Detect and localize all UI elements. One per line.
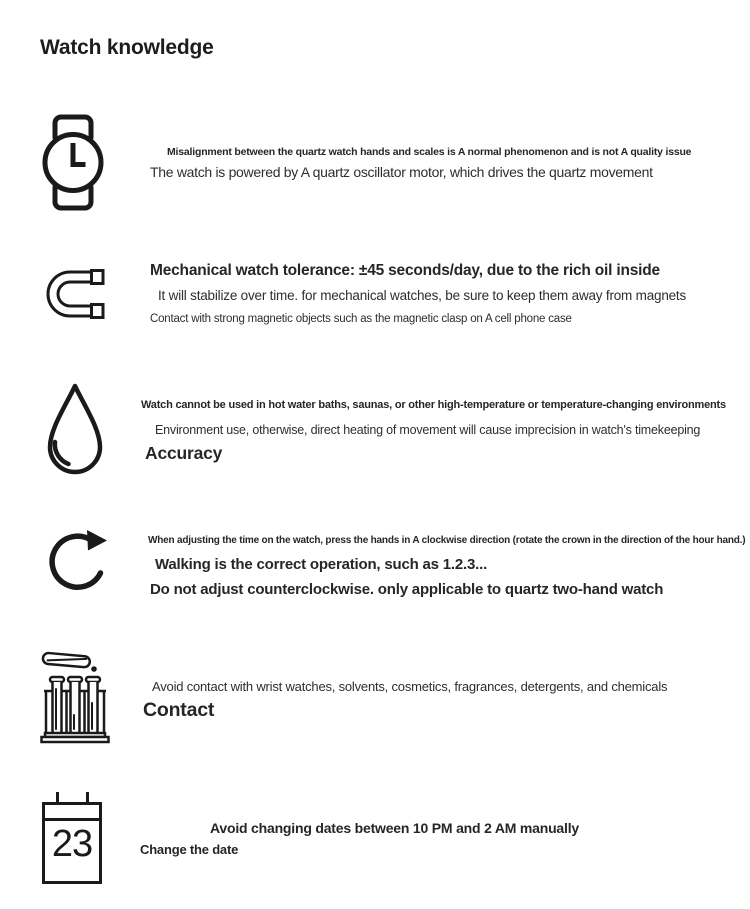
magnetic-objects-text: Contact with strong magnetic objects such as the magnetic clasp on A cell phone case xyxy=(150,313,572,325)
quartz-misalignment-note: Misalignment between the quartz watch hands and scales is A normal phenomenon and is not A quality issue xyxy=(167,146,692,158)
quartz-motor-text: The watch is powered by A quartz oscillator motor, which drives the quartz movement xyxy=(150,164,653,180)
walking-operation-text: Walking is the correct operation, such as 1.2.3... xyxy=(155,556,488,573)
hot-water-warning-text: Watch cannot be used in hot water baths, saunas, or other high-temperature or temperature-changing environments xyxy=(141,399,726,411)
clockwise-instruction-text: When adjusting the time on the watch, press the hands in A clockwise direction (rotate the crown in the direction of the hour hand.) xyxy=(148,535,746,546)
watch-icon xyxy=(42,114,104,211)
calendar-icon xyxy=(42,792,102,884)
clockwise-arrow-icon xyxy=(45,527,111,593)
accuracy-heading: Accuracy xyxy=(145,443,223,463)
calendar-divider xyxy=(42,818,102,821)
no-counterclockwise-text: Do not adjust counterclockwise. only applicable to quartz two-hand watch xyxy=(150,581,664,598)
avoid-chemicals-text: Avoid contact with wrist watches, solvents, cosmetics, fragrances, detergents, and chemicals xyxy=(152,679,668,694)
magnet-icon xyxy=(43,266,107,322)
page-title: Watch knowledge xyxy=(40,36,214,59)
stabilize-over-time-text: It will stabilize over time. for mechanical watches, be sure to keep them away from magnets xyxy=(158,288,687,303)
change-date-text: Change the date xyxy=(140,842,239,857)
environment-use-text: Environment use, otherwise, direct heating of movement will cause imprecision in watch's timekeeping xyxy=(155,423,701,437)
test-tubes-icon xyxy=(40,645,110,745)
contact-heading: Contact xyxy=(143,699,215,721)
water-drop-icon xyxy=(41,381,109,478)
calendar-day-number: 23 xyxy=(51,823,93,865)
avoid-date-change-text: Avoid changing dates between 10 PM and 2 AM manually xyxy=(210,820,579,836)
mechanical-tolerance-text: Mechanical watch tolerance: ±45 seconds/day, due to the rich oil inside xyxy=(150,262,660,279)
